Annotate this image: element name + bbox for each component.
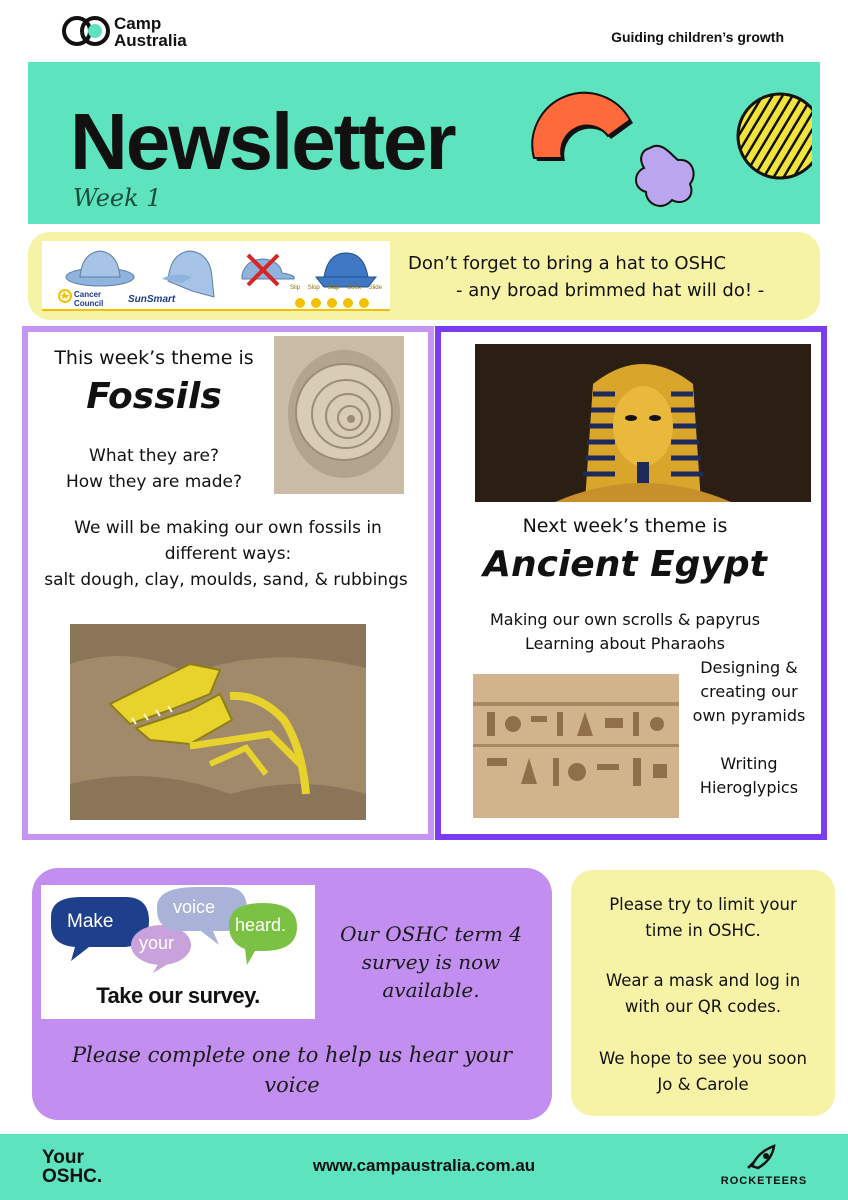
bucket-hat-icon xyxy=(316,253,376,287)
footer xyxy=(0,1134,848,1200)
ammonite-fossil-image xyxy=(274,336,404,494)
dinosaur-skeleton-icon xyxy=(70,624,366,820)
broad-brim-hat-icon xyxy=(66,251,134,286)
camp-australia-logo-icon xyxy=(62,14,110,48)
logo-line-1: Camp xyxy=(114,14,162,33)
note-line-5: We hope to see you soon xyxy=(599,1049,807,1068)
ammonite-icon xyxy=(274,336,404,494)
egypt-side-activity-2: creating our xyxy=(700,682,798,701)
egypt-activity-2: Learning about Pharaohs xyxy=(524,634,726,653)
slogan-seek: Seek xyxy=(347,285,361,291)
rocketeers-logo[interactable] xyxy=(712,1142,816,1187)
this-week-intro: This week’s theme is xyxy=(54,347,254,369)
camp-australia-logo[interactable] xyxy=(62,14,222,54)
sunsmart-label: SunSmart xyxy=(128,294,176,305)
egypt-side-activity-4: Writing xyxy=(720,754,778,773)
survey-panel xyxy=(32,868,552,1120)
fossil-question-1: What they are? xyxy=(89,446,219,466)
bubble-word-voice: voice xyxy=(173,897,216,917)
egypt-side-activity-1: Designing & xyxy=(700,658,798,677)
your-oshc-line-2: OSHC. xyxy=(42,1166,103,1187)
this-week-panel xyxy=(22,326,434,840)
slogan-row xyxy=(290,285,382,291)
cancer-council-logo-icon xyxy=(59,290,71,302)
note-line-2: time in OSHC. xyxy=(645,921,761,940)
fossil-activity-2: different ways: xyxy=(164,544,292,564)
hat-reminder-line-1: Don’t forget to bring a hat to OSHC xyxy=(408,253,727,274)
fossil-activity-3: salt dough, clay, moulds, sand, & rubbings xyxy=(44,570,408,590)
next-week-theme: Ancient Egypt xyxy=(483,544,767,585)
slogan-slap: Slap xyxy=(327,285,340,291)
orange-arc-shape xyxy=(532,93,633,161)
newsletter-banner xyxy=(28,62,820,224)
slogan-slide: Slide xyxy=(368,285,382,291)
egypt-activity-1: Making our own scrolls & papyrus xyxy=(489,610,761,629)
note-line-4: with our QR codes. xyxy=(624,997,782,1016)
sunsmart-hats-image xyxy=(42,241,390,311)
week-label: Week 1 xyxy=(73,184,162,212)
fossil-activity-1: We will be making our own fossils in xyxy=(74,518,382,538)
rocketeers-label: ROCKETEERS xyxy=(720,1175,808,1187)
next-week-panel xyxy=(435,326,827,840)
notes-panel xyxy=(571,870,835,1116)
logo-line-2: Australia xyxy=(114,31,187,50)
next-week-intro: Next week’s theme is xyxy=(522,515,728,537)
make-your-voice-heard-image[interactable] xyxy=(41,885,315,1019)
newsletter-title: Newsletter xyxy=(70,97,455,186)
yellow-striped-circle-shape xyxy=(702,80,812,180)
your-oshc-line-1: Your xyxy=(42,1147,84,1168)
take-our-survey-label: Take our survey. xyxy=(96,983,260,1008)
bubble-word-your: your xyxy=(139,933,175,953)
slogan-slip: Slip xyxy=(290,285,301,291)
pharaoh-mask-icon xyxy=(475,344,811,502)
bubble-word-make: Make xyxy=(67,911,114,932)
hat-reminder-strip xyxy=(28,232,820,320)
egypt-side-activity-5: Hieroglypics xyxy=(699,778,799,797)
website-link[interactable]: www.campaustralia.com.au xyxy=(312,1156,536,1175)
survey-announcement: Our OSHC term 4 survey is now available. xyxy=(340,922,522,1002)
note-signature: Jo & Carole xyxy=(657,1075,749,1094)
cap-not-allowed-icon xyxy=(242,255,294,285)
this-week-theme: Fossils xyxy=(86,376,222,417)
rocket-icon xyxy=(744,1142,784,1170)
dinosaur-fossil-image xyxy=(70,624,366,820)
survey-call-to-action: Please complete one to help us hear your voice xyxy=(71,1043,513,1097)
hieroglyphics-image xyxy=(473,674,679,818)
egypt-side-activity-3: own pyramids xyxy=(692,706,806,725)
tagline: Guiding children’s growth xyxy=(611,29,784,45)
purple-blob-shape xyxy=(636,146,694,206)
hieroglyphics-icon xyxy=(473,674,679,818)
slogan-slop: Slop xyxy=(307,285,320,291)
cancer-council-label: Cancer Council xyxy=(74,290,104,308)
note-line-1: Please try to limit your xyxy=(609,895,797,914)
note-line-3: Wear a mask and log in xyxy=(605,971,801,990)
fossil-question-2: How they are made? xyxy=(65,472,242,492)
decorative-shapes xyxy=(522,80,812,220)
hat-reminder-line-2: - any broad brimmed hat will do! - xyxy=(456,280,765,301)
bubble-word-heard: heard. xyxy=(235,915,287,935)
legionnaire-hat-icon xyxy=(162,251,214,297)
slogan-circles xyxy=(295,298,369,308)
pharaoh-mask-image xyxy=(475,344,811,502)
